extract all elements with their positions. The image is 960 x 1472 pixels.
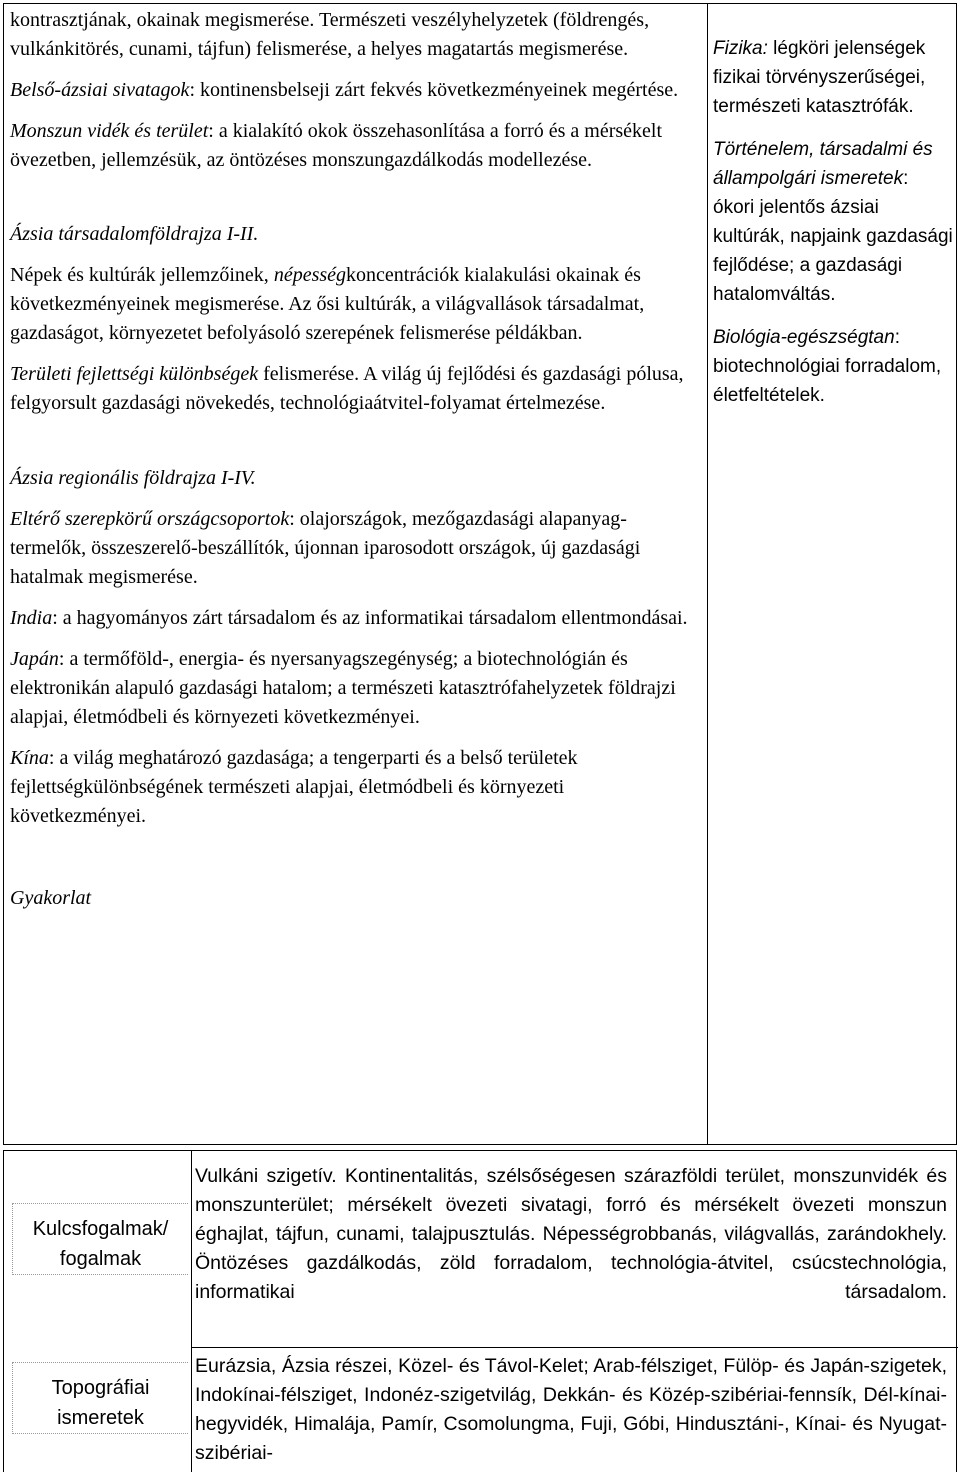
topic-title: Kína — [10, 747, 49, 769]
section-heading: Ázsia társadalomföldrajza I-II. — [10, 223, 259, 245]
table-row-divider — [191, 1347, 958, 1348]
paragraph: Területi fejlettségi különbségek felismerése. A világ új fejlődési és gazdasági pólusa, felgyorsult gazdasági növekedés, technológiaátvitel-folyamat értelmezése. — [10, 363, 684, 414]
key-concepts-label: Kulcsfogalmak/ fogalmak — [12, 1203, 188, 1275]
paragraph: India: a hagyományos zárt társadalom és az informatikai társadalom ellentmondásai. — [10, 607, 688, 629]
column-divider — [707, 4, 708, 1144]
paragraph: Belső-ázsiai sivatagok: kontinensbelseji zárt fekvés következményeinek megértése. — [10, 79, 679, 101]
table-column-divider — [191, 1151, 192, 1472]
topic-title: Monszun vidék és terület — [10, 120, 209, 142]
paragraph: Monszun vidék és terület: a kialakító okok összehasonlítása a forró és a mérsékelt övezetben, jellemzésük, az öntözéses monszungazdálkodás modellezése. — [10, 120, 663, 171]
connection-item: Biológia-egészségtan: biotechnológiai forradalom, életfeltételek. — [713, 327, 942, 406]
section-heading: Ázsia regionális földrajza I-IV. — [10, 467, 256, 489]
connection-item: Fizika: légköri jelenségek fizikai törvényszerűségei, természeti katasztrófák. — [713, 38, 926, 117]
topography-label: Topográfiai ismeretek — [12, 1362, 188, 1434]
connections-column — [713, 34, 953, 410]
paragraph: kontrasztjának, okainak megismerése. Természeti veszélyhelyzetek (földrengés, vulkánkitörés, cunami, tájfun) felismerése, a helyes magatartás megismerése. — [10, 9, 650, 60]
connection-item: Történelem, társadalmi és állampolgári ismeretek: ókori jelentős ázsiai kultúrák, napjaink gazdasági fejlődése; a gazdasági hatalomváltás. — [713, 139, 953, 305]
paragraph: Népek és kultúrák jellemzőinek, népességkoncentrációk kialakulási okainak és következményeinek megismerése. Az ősi kultúrák, a világvallások társadalmat, gazdaságot, környezetet befolyásoló szerepének felismerése példákban. — [10, 264, 645, 344]
topic-title: India — [10, 607, 53, 629]
paragraph: Kína: a világ meghatározó gazdasága; a tengerparti és a belső területek fejlettségkülönbségének természeti alapjai, életmódbeli és környezeti következményei. — [10, 747, 578, 827]
main-column — [10, 6, 696, 913]
topic-title: Területi fejlettségi különbségek — [10, 363, 259, 385]
topic-title: Japán — [10, 648, 59, 670]
topography-text: Eurázsia, Ázsia részei, Közel- és Távol-Kelet; Arab-félsziget, Fülöp- és Japán-szigetek, Indokínai-félsziget, Indonéz-szigetvilág, Dekkán- és Közép-szibériai-fennsík, Dél-kínai-hegyvidék, Himalája, Pamír, Csomolungma, Fuji, Góbi, Hindusztáni-, Kínai- és Nyugat-szibériai- — [195, 1355, 947, 1464]
paragraph: Japán: a termőföld-, energia- és nyersanyagszegénység; a biotechnológián és elektronikán alapuló gazdasági hatalom; a természeti katasztrófahelyzetek földrajzi alapjai, életmódbeli és környezeti következményei. — [10, 648, 676, 728]
topic-title: Belső-ázsiai sivatagok — [10, 79, 190, 101]
paragraph: Eltérő szerepkörű országcsoportok: olajországok, mezőgazdasági alapanyag-termelők, összeszerelő-beszállítók, újonnan iparosodott országok, új gazdasági hatalmak megismerése. — [10, 508, 641, 588]
key-concepts-text: Vulkáni szigetív. Kontinentalitás, szélsőségesen szárazföldi terület, monszunvidék és monszunterület; mérsékelt övezeti sivatagi, forró és mérsékelt övezeti monszun éghajlat, tájfun, cunami, talajpusztulás. Népességrobbanás, világvallás, zarándokhely. Öntözéses gazdálkodás, zöld forradalom, technológia-átvitel, csúcstechnológia, informatikai társadalom. — [195, 1165, 947, 1303]
topic-title: Eltérő szerepkörű országcsoportok — [10, 508, 290, 530]
section-heading: Gyakorlat — [10, 887, 92, 909]
